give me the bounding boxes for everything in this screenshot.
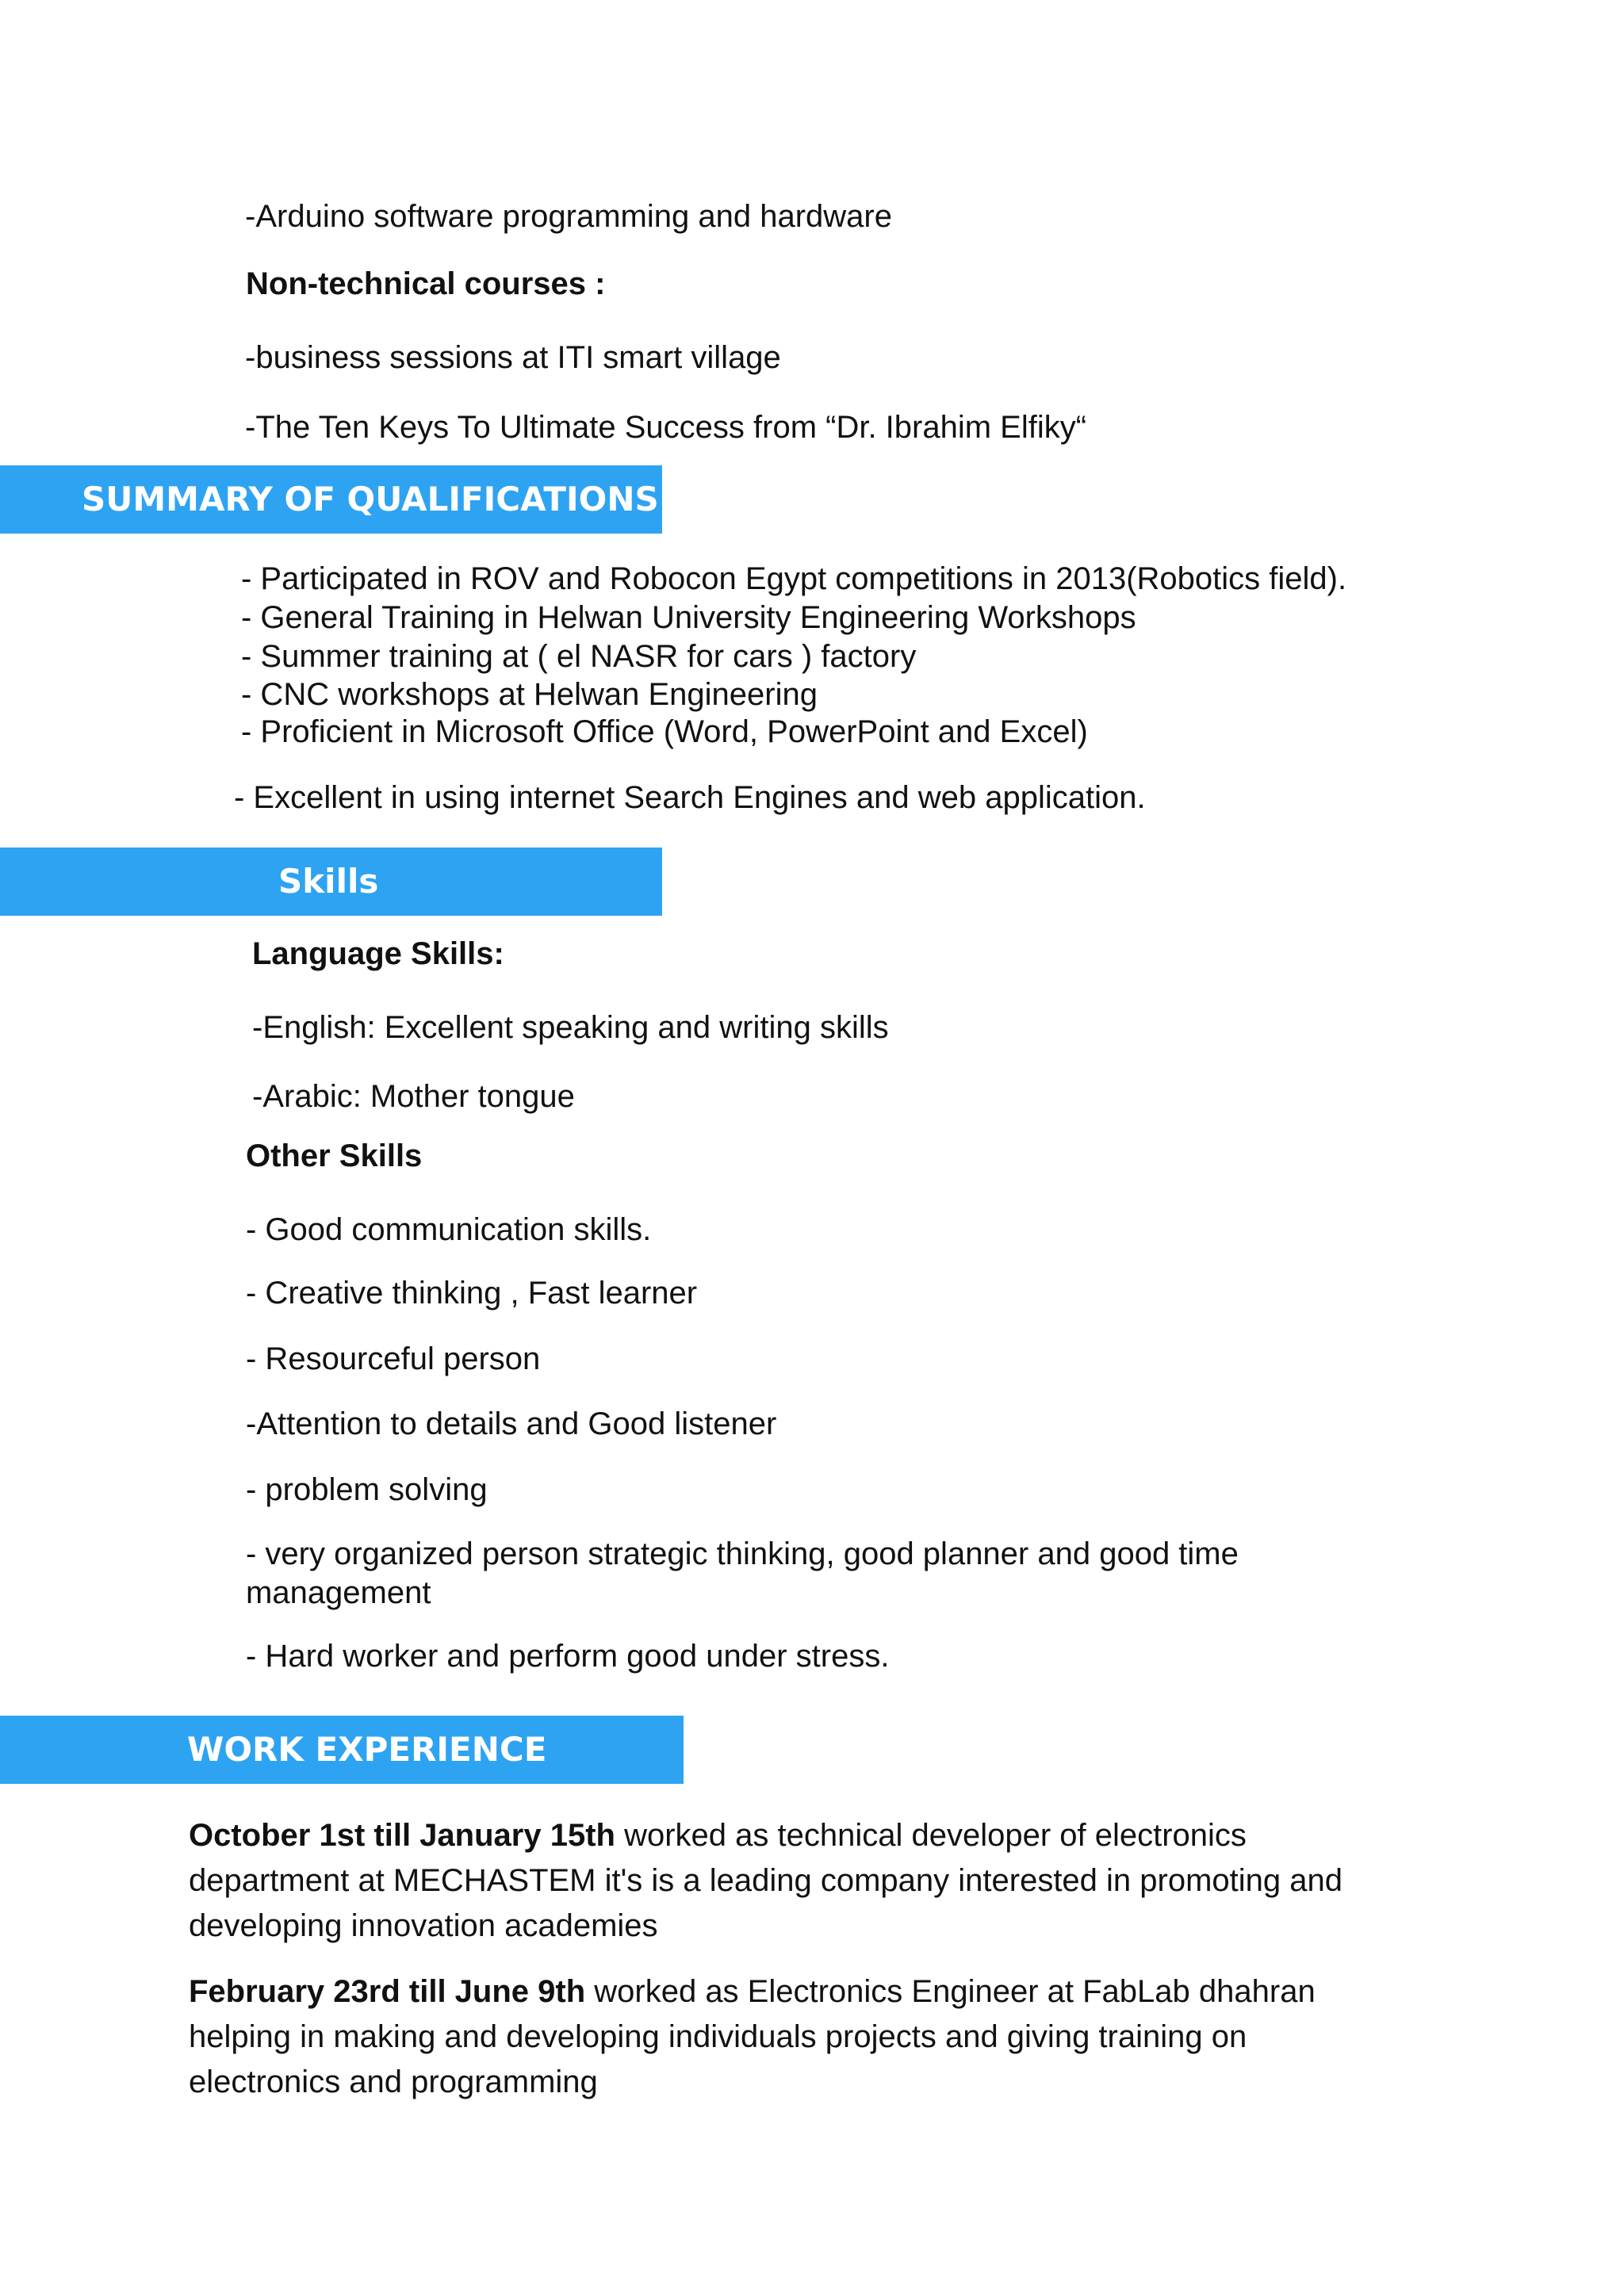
other-skill-organized: - very organized person strategic thinking, good planner and good time [246, 1536, 1239, 1571]
course-arduino: -Arduino software programming and hardware [245, 199, 892, 234]
language-item-arabic: -Arabic: Mother tongue [252, 1079, 575, 1114]
summary-section-title: SUMMARY OF QUALIFICATIONS [82, 480, 659, 519]
skills-section-title: Skills [278, 862, 379, 901]
other-skill-resourceful: - Resourceful person [246, 1341, 541, 1376]
other-skill-creative-thinking: - Creative thinking , Fast learner [246, 1276, 698, 1311]
other-skills-heading: Other Skills [246, 1138, 423, 1173]
skills-section-band [0, 848, 662, 916]
summary-item-general-training: - General Training in Helwan University Engineering Workshops [241, 600, 1136, 635]
other-skill-communication: - Good communication skills. [246, 1212, 652, 1247]
other-skill-organized-continued: management [246, 1575, 431, 1610]
work-entry-mechastem [189, 1813, 1394, 1949]
summary-section-band [0, 465, 662, 534]
summary-item-cnc-workshops: - CNC workshops at Helwan Engineering [241, 677, 818, 712]
language-item-english: -English: Excellent speaking and writing skills [252, 1010, 889, 1045]
language-skills-heading: Language Skills: [252, 936, 504, 971]
other-skill-hard-worker: - Hard worker and perform good under stress. [246, 1639, 890, 1674]
work-entry-period: October 1st till January 15th [189, 1818, 615, 1853]
other-skill-attention: -Attention to details and Good listener [246, 1406, 777, 1441]
summary-item-ms-office: - Proficient in Microsoft Office (Word, PowerPoint and Excel) [241, 714, 1088, 749]
other-skill-problem-solving: - problem solving [246, 1472, 488, 1507]
work-section-band [0, 1716, 684, 1784]
summary-item-internet-search: - Excellent in using internet Search Engines and web application. [234, 780, 1146, 815]
summary-item-summer-training: - Summer training at ( el NASR for cars ) factory [241, 639, 917, 674]
summary-item-rov-robocon: - Participated in ROV and Robocon Egypt competitions in 2013(Robotics field). [241, 561, 1347, 596]
work-entry-description: worked as technical developer of electronics department at MECHASTEM it's is a leading company interested in promoting and developing innovation academies [189, 1818, 1342, 1943]
work-entry-fablab [189, 1969, 1394, 2105]
non-technical-courses-heading: Non-technical courses : [246, 266, 606, 301]
work-entry-description: worked as Electronics Engineer at FabLab dhahran helping in making and developing individuals projects and giving training on electronics and programming [189, 1974, 1316, 2099]
work-section-title: WORK EXPERIENCE [187, 1730, 547, 1769]
work-entry-period: February 23rd till June 9th [189, 1974, 586, 2009]
course-item-ten-keys: -The Ten Keys To Ultimate Success from “Dr. Ibrahim Elfiky“ [245, 410, 1087, 445]
course-item-business-sessions: -business sessions at ITI smart village [245, 340, 781, 375]
